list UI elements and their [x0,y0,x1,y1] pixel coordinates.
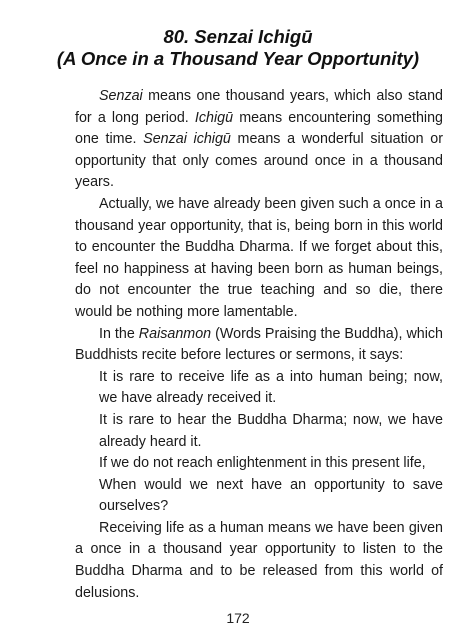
term-senzai: Senzai [99,88,143,104]
verse-line: It is rare to hear the Buddha Dharma; now, we have already heard it. [99,411,443,450]
definition-text-3: means a wonderful situation or opportunity that only comes around once in a thousand years. [75,131,443,191]
raisanmon-text-1: In the [99,325,139,342]
verse-line: It is rare to receive life as a into human being; now, we have already received it. [99,368,443,407]
paragraph-opportunity: Actually, we have already been given such a once in a thousand year opportunity, that is, being born in this world to encounter the Buddha Dharma. If we forget about this, feel no happiness at having been born as human beings, do not encounter the true teaching and so die, there would be nothing more lamentable. [75,195,443,320]
term-ichigu: Ichigū [194,109,234,126]
verse-line: If we do not reach enlightenment in this present life, [99,455,426,472]
body-text [75,86,443,604]
page-number: 172 [226,610,250,626]
chapter-title: 80. Senzai Ichigū [163,26,313,47]
paragraph-definition [75,86,443,194]
term-senzai-ichigu: Senzai ichigū [143,131,231,148]
verse-line: When would we next have an opportunity to save ourselves? [99,476,443,515]
definition-text-2: means encountering something one time. [75,109,443,148]
paragraph-conclusion: Receiving life as a human means we have been given a once in a thousand year opportunity to listen to the Buddha Dharma and to be released from this world of delusions. [75,519,443,601]
term-raisanmon: Raisanmon [138,325,212,342]
raisanmon-text-2: (Words Praising the Buddha), which Buddhists recite before lectures or sermons, it says: [75,325,443,364]
paragraph-raisanmon [75,324,443,367]
definition-text-1: means one thousand years, which also stand for a long period. [75,88,443,126]
chapter-subtitle: (A Once in a Thousand Year Opportunity) [56,48,420,69]
